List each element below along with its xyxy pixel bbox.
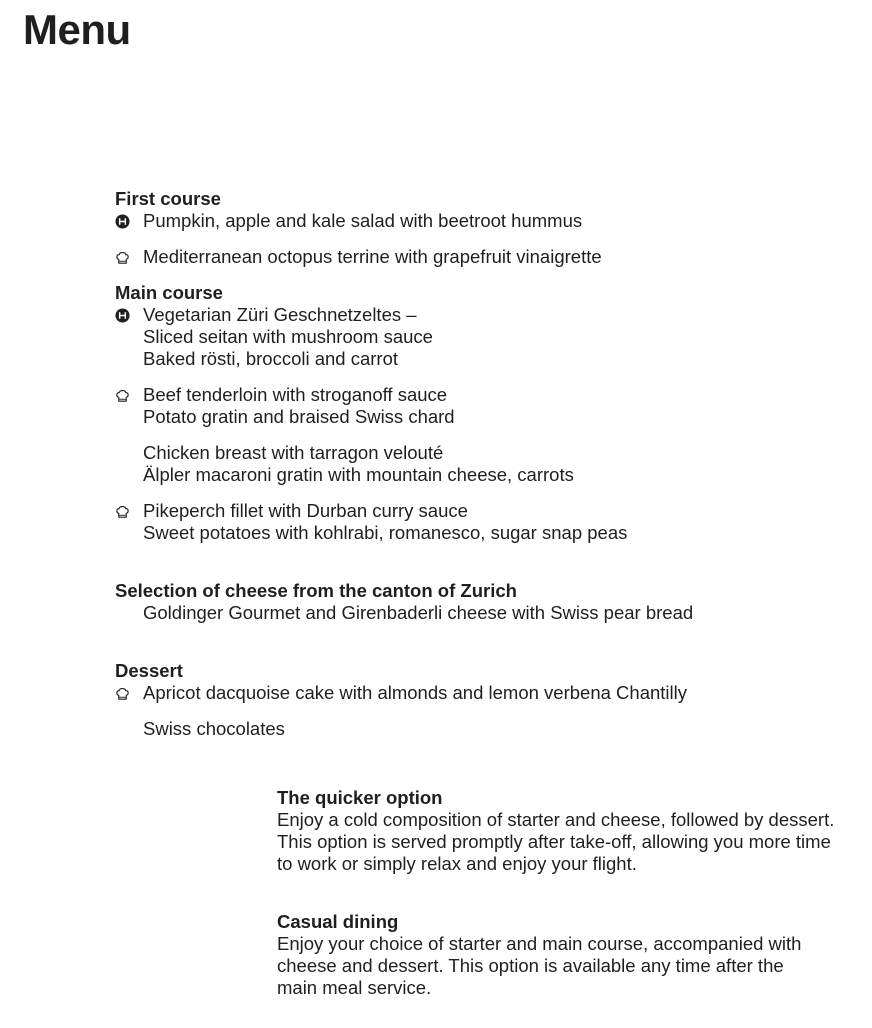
main-course-heading: Main course — [115, 282, 223, 303]
vegetarian-icon — [115, 214, 130, 229]
menu-item-text: Beef tenderloin with stroganoff sauce — [143, 384, 448, 405]
chef-hat-icon — [115, 504, 130, 519]
menu-item-text: Sliced seitan with mushroom sauce — [143, 326, 433, 347]
quicker-option-block — [277, 787, 857, 875]
casual-dining-text: cheese and dessert. This option is available any time after the — [277, 955, 784, 976]
menu-list — [115, 188, 855, 740]
menu-item-text: Älpler macaroni gratin with mountain cheese, carrots — [143, 464, 574, 485]
menu-item-text: Vegetarian Züri Geschnetzeltes – — [143, 304, 417, 325]
menu-item — [115, 246, 855, 268]
menu-item-text: Baked rösti, broccoli and carrot — [143, 348, 399, 369]
menu-item — [115, 682, 855, 704]
menu-item — [115, 718, 855, 740]
page-title: Menu — [23, 6, 131, 53]
menu-item — [115, 210, 855, 232]
chef-hat-icon — [115, 250, 130, 265]
cheese-heading: Selection of cheese from the canton of Zurich — [115, 580, 517, 601]
menu-item-text: Pikeperch fillet with Durban curry sauce — [143, 500, 468, 521]
dessert-section — [115, 660, 855, 740]
quicker-option-text: to work or simply relax and enjoy your flight. — [277, 853, 637, 874]
quicker-option-heading: The quicker option — [277, 787, 443, 808]
chef-hat-icon — [115, 686, 130, 701]
casual-dining-text: Enjoy your choice of starter and main course, accompanied with — [277, 933, 802, 954]
cheese-section — [115, 580, 855, 624]
menu-item — [115, 304, 855, 370]
casual-dining-heading: Casual dining — [277, 911, 399, 932]
menu-item-text: Apricot dacquoise cake with almonds and lemon verbena Chantilly — [143, 682, 687, 703]
casual-dining-block — [277, 911, 857, 999]
quicker-option-text: Enjoy a cold composition of starter and cheese, followed by dessert. — [277, 809, 835, 830]
chef-hat-icon — [115, 388, 130, 403]
menu-item-text: Sweet potatoes with kohlrabi, romanesco, sugar snap peas — [143, 522, 628, 543]
menu-item — [115, 384, 855, 428]
first-course-section — [115, 188, 855, 268]
vegetarian-icon — [115, 308, 130, 323]
menu-item — [115, 602, 855, 624]
dessert-heading: Dessert — [115, 660, 183, 681]
menu-item-text: Swiss chocolates — [143, 718, 285, 739]
menu-item-text: Pumpkin, apple and kale salad with beetroot hummus — [143, 210, 583, 231]
main-course-section — [115, 282, 855, 544]
quicker-option-text: This option is served promptly after take-off, allowing you more time — [277, 831, 831, 852]
menu-item — [115, 442, 855, 486]
menu-item — [115, 500, 855, 544]
first-course-heading: First course — [115, 188, 221, 209]
menu-item-text: Mediterranean octopus terrine with grapefruit vinaigrette — [143, 246, 602, 267]
menu-item-text: Goldinger Gourmet and Girenbaderli cheese with Swiss pear bread — [143, 602, 694, 623]
menu-item-text: Chicken breast with tarragon velouté — [143, 442, 444, 463]
casual-dining-text: main meal service. — [277, 977, 432, 998]
menu-item-text: Potato gratin and braised Swiss chard — [143, 406, 455, 427]
